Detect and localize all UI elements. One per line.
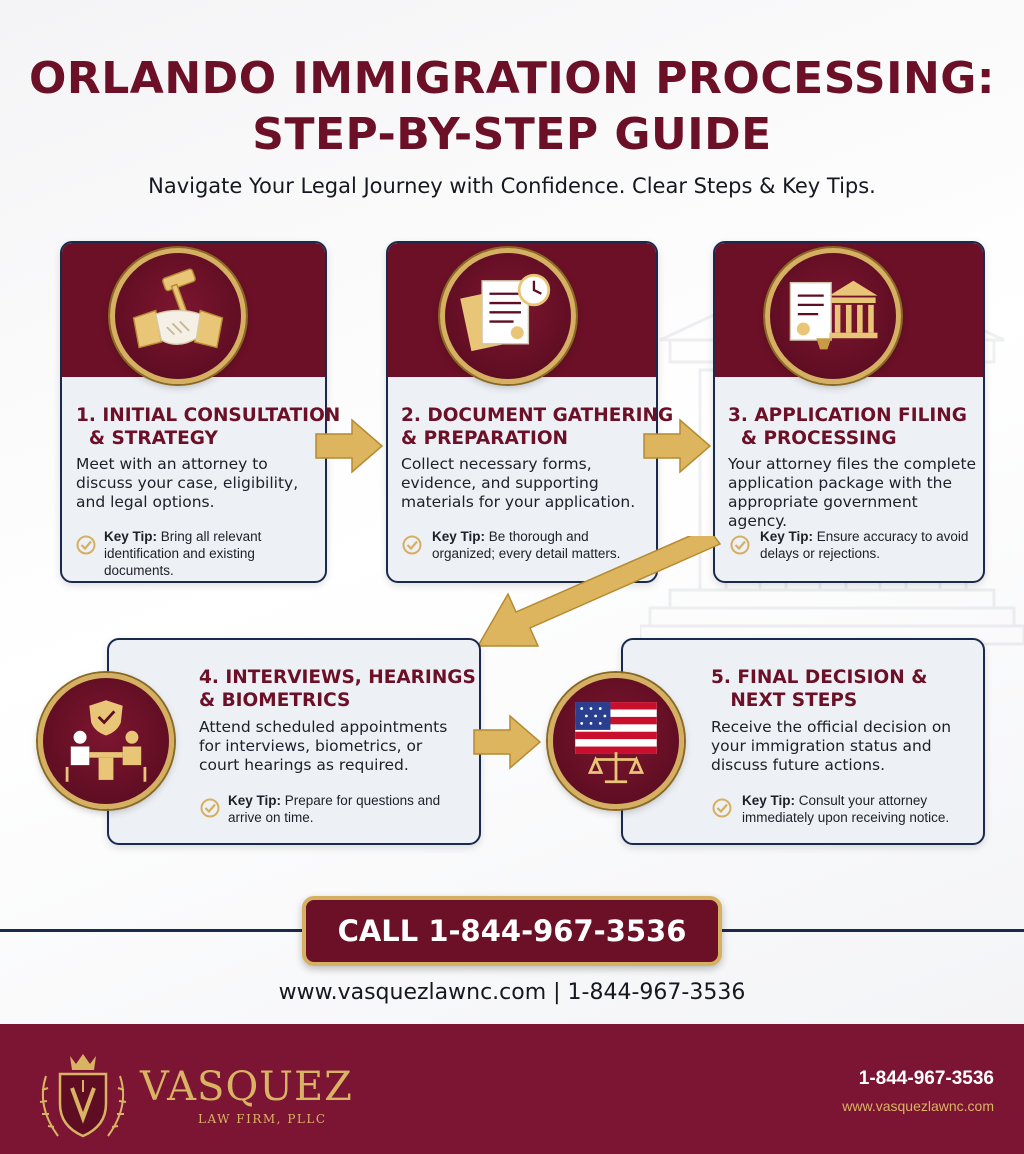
- key-tip-label: Key Tip:: [104, 529, 158, 544]
- law-firm-crest-icon: [28, 1046, 138, 1146]
- check-icon: [200, 798, 220, 818]
- step-1-description: Meet with an attorney to discuss your case, eligibility, and legal options.: [76, 455, 299, 511]
- firm-subtitle: LAW FIRM, PLLC: [198, 1112, 327, 1126]
- divider-line-right: [722, 929, 1024, 932]
- contact-line[interactable]: www.vasquezlawnc.com | 1-844-967-3536: [278, 980, 746, 1005]
- gavel-handshake-icon: [110, 248, 246, 384]
- check-icon: [402, 535, 422, 555]
- page-subtitle: Navigate Your Legal Journey with Confidence. Clear Steps & Key Tips.: [148, 174, 876, 198]
- step-1-key-tip: [104, 528, 319, 579]
- step-4-key-tip: [228, 792, 468, 826]
- document-courthouse-icon: [765, 248, 901, 384]
- key-tip-text: Be thorough and organized; every detail matters.: [432, 529, 621, 561]
- step-1-title: 1. INITIAL CONSULTATION & STRATEGY: [76, 405, 341, 449]
- step-3-key-tip: [760, 528, 975, 562]
- key-tip-text: Ensure accuracy to avoid delays or rejections.: [760, 529, 969, 561]
- call-button[interactable]: CALL 1-844-967-3536: [302, 896, 722, 966]
- key-tip-label: Key Tip:: [742, 793, 796, 808]
- firm-name: VASQUEZ: [140, 1064, 353, 1110]
- step-5-key-tip: [742, 792, 982, 826]
- check-icon: [76, 535, 96, 555]
- key-tip-label: Key Tip:: [760, 529, 814, 544]
- footer-phone[interactable]: 1-844-967-3536: [858, 1068, 994, 1089]
- arrow-right-icon: [314, 416, 384, 476]
- page-title-line-1: ORLANDO IMMIGRATION PROCESSING:: [28, 53, 995, 104]
- step-5-description: Receive the official decision on your immigration status and discuss future actions.: [711, 718, 952, 774]
- flag-scales-icon: [548, 673, 684, 809]
- key-tip-label: Key Tip:: [432, 529, 486, 544]
- step-3-title: 3. APPLICATION FILING & PROCESSING: [728, 405, 967, 449]
- key-tip-label: Key Tip:: [228, 793, 282, 808]
- key-tip-text: Prepare for questions and arrive on time.: [228, 793, 441, 825]
- documents-clock-icon: [440, 248, 576, 384]
- step-2-title: 2. DOCUMENT GATHERING & PREPARATION: [401, 405, 674, 449]
- check-icon: [712, 798, 732, 818]
- check-icon: [730, 535, 750, 555]
- step-2-description: Collect necessary forms, evidence, and supporting materials for your application.: [401, 455, 636, 511]
- key-tip-text: Bring all relevant identification and existing documents.: [104, 529, 262, 578]
- step-5-title: 5. FINAL DECISION & NEXT STEPS: [711, 667, 928, 711]
- footer: [0, 1024, 1024, 1154]
- divider-line-left: [0, 929, 302, 932]
- arrow-right-icon: [642, 416, 712, 476]
- key-tip-text: Consult your attorney immediately upon receiving notice.: [742, 793, 950, 825]
- page-title-line-2: STEP-BY-STEP GUIDE: [252, 109, 772, 160]
- step-4-description: Attend scheduled appointments for interviews, biometrics, or court hearings as required.: [199, 718, 448, 774]
- arrow-right-icon: [472, 712, 542, 772]
- step-4-title: 4. INTERVIEWS, HEARINGS & BIOMETRICS: [199, 667, 476, 711]
- footer-website-link[interactable]: www.vasquezlawnc.com: [842, 1098, 994, 1114]
- interview-shield-icon: [38, 673, 174, 809]
- step-3-description: Your attorney files the complete application package with the appropriate government agency.: [728, 455, 977, 530]
